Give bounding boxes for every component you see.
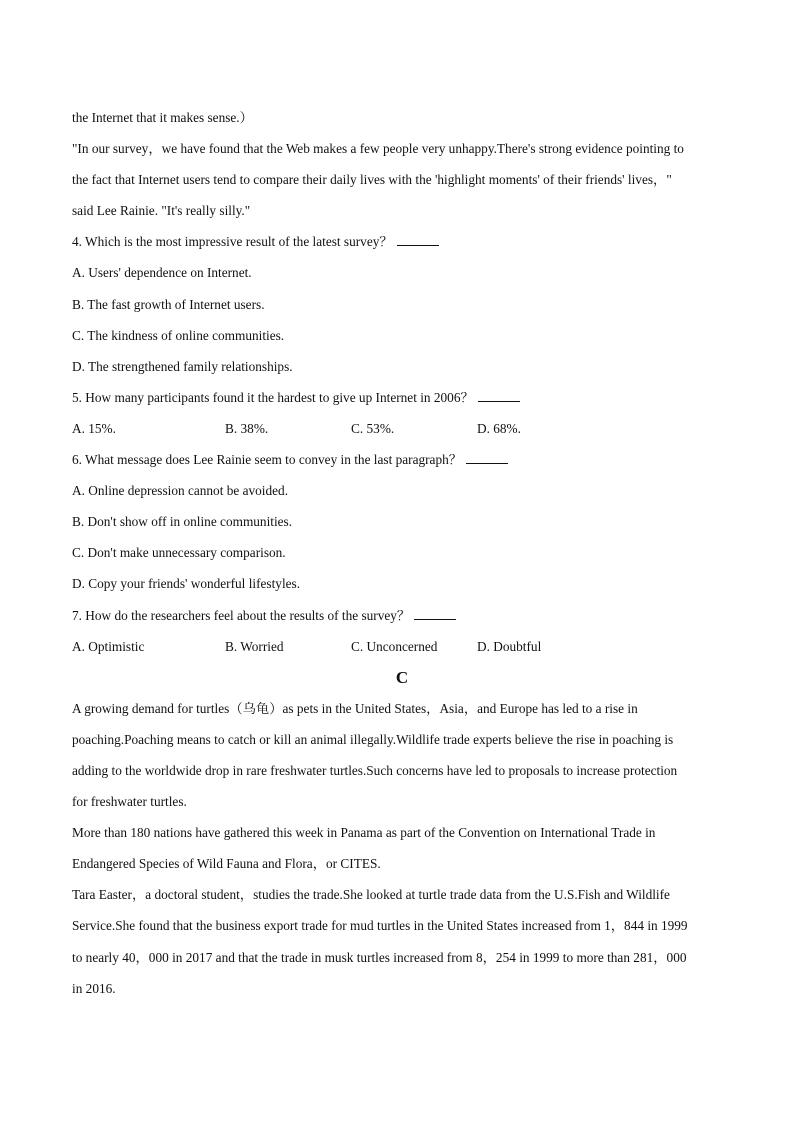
passage-line: More than 180 nations have gathered this week in Panama as part of the Convention on International Trade in: [72, 825, 656, 841]
passage-line: in 2016.: [72, 980, 116, 996]
passage-line: adding to the worldwide drop in rare freshwater turtles.Such concerns have led to proposals to increase protection: [72, 762, 678, 778]
question-5-options: [72, 413, 732, 444]
passage-line: Tara Easter，a doctoral student，studies the trade.She looked at turtle trade data from the U.S.Fish and Wildlife: [72, 887, 670, 903]
answer-blank: [414, 607, 456, 620]
answer-blank: [397, 233, 439, 246]
question-4-option-b: B. The fast growth of Internet users.: [72, 296, 265, 312]
quote-line: the fact that Internet users tend to compare their daily lives with the 'highlight moments' of their friends' lives，": [72, 172, 672, 188]
question-4-stem: 4. Which is the most impressive result of the latest survey？: [72, 226, 732, 257]
question-7-options: [72, 631, 732, 662]
passage-line: A growing demand for turtles（乌龟）as pets in the United States，Asia，and Europe has led to a rise in: [72, 700, 638, 716]
question-7-option-c: C. Unconcerned: [351, 638, 438, 654]
question-5-option-b: B. 38%.: [225, 420, 269, 436]
question-7-option-d: D. Doubtful: [477, 638, 542, 654]
question-5-option-d: D. 68%.: [477, 420, 521, 436]
passage-line: poaching.Poaching means to catch or kill an animal illegally.Wildlife trade experts believe the rise in poaching is: [72, 731, 674, 747]
answer-blank: [478, 389, 520, 402]
question-6-option-d: D. Copy your friends' wonderful lifestyles.: [72, 576, 301, 592]
question-7-option-b: B. Worried: [225, 638, 284, 654]
question-6-option-a: A. Online depression cannot be avoided.: [72, 483, 289, 499]
question-5-option-c: C. 53%.: [351, 420, 395, 436]
continuation-text: the Internet that it makes sense.）: [72, 110, 253, 125]
quote-line: "In our survey，we have found that the Web makes a few people very unhappy.There's strong evidence pointing to: [72, 141, 684, 157]
question-4-option-a: A. Users' dependence on Internet.: [72, 265, 252, 281]
quote-line: said Lee Rainie. "It's really silly.": [72, 203, 251, 219]
question-5-option-a: A. 15%.: [72, 420, 116, 436]
document-content: [72, 102, 732, 1004]
question-7-stem: 7. How do the researchers feel about the results of the survey？: [72, 600, 732, 631]
question-6-option-b: B. Don't show off in online communities.: [72, 514, 293, 530]
passage-line: Service.She found that the business export trade for mud turtles in the United States increased from 1，844 in 1999: [72, 918, 688, 934]
question-4-option-c: C. The kindness of online communities.: [72, 327, 285, 343]
answer-blank: [466, 451, 508, 464]
question-7-option-a: A. Optimistic: [72, 638, 145, 654]
passage-line: Endangered Species of Wild Fauna and Flora，or CITES.: [72, 856, 381, 872]
question-5-stem: 5. How many participants found it the hardest to give up Internet in 2006？: [72, 382, 732, 413]
question-6-option-c: C. Don't make unnecessary comparison.: [72, 545, 286, 561]
question-6-stem: 6. What message does Lee Rainie seem to convey in the last paragraph？: [72, 444, 732, 475]
question-4-option-d: D. The strengthened family relationships.: [72, 358, 293, 374]
section-heading: C: [395, 667, 409, 687]
passage-line: for freshwater turtles.: [72, 794, 187, 810]
passage-line: to nearly 40，000 in 2017 and that the trade in musk turtles increased from 8，254 in 1999 to more than 281，000: [72, 949, 687, 965]
